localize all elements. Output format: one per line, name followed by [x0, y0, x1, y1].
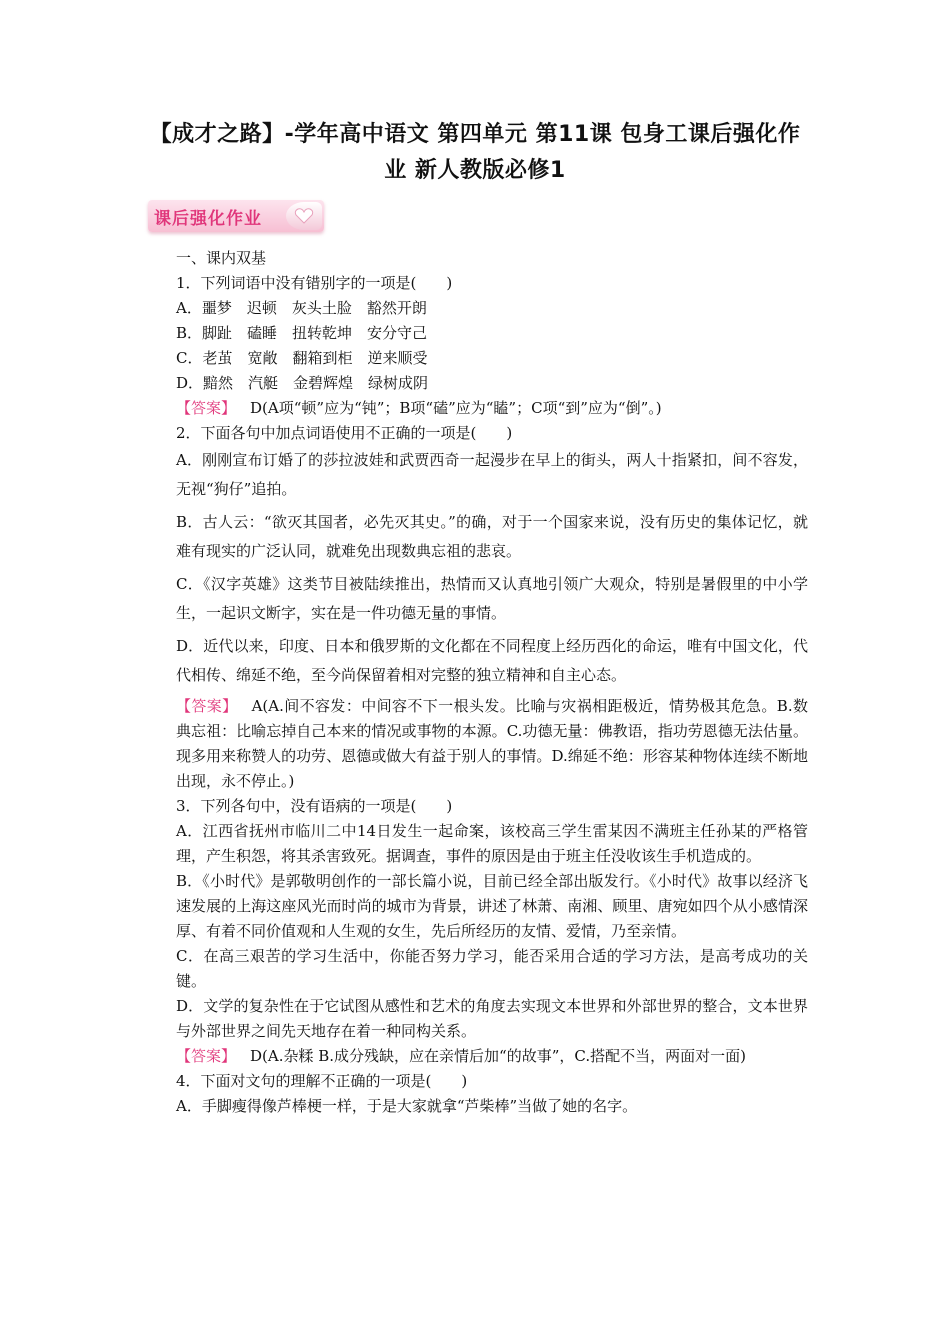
banner-label: 课后强化作业: [154, 209, 262, 229]
question-1-answer: [146, 396, 808, 421]
question-4-option-a: A．手脚瘦得像芦棒梗一样，于是大家就拿“芦柴棒”当做了她的名字。: [176, 1097, 638, 1115]
question-1-option-c: C．老茧 宽敞 翻箱到柜 逆来顺受: [176, 349, 428, 367]
question-2-stem: 2．下面各句中加点词语使用不正确的一项是( ): [176, 424, 513, 442]
question-3-stem: 3．下列各句中，没有语病的一项是( ): [176, 797, 453, 815]
section-banner: [148, 200, 324, 232]
answer-label: 【答案】: [176, 697, 238, 715]
question-3-option-a: A．江西省抚州市临川二中14日发生一起命案，该校高三学生雷某因不满班主任孙某的严格管理，产生积怨，将其杀害致死。据调查，事件的原因是由于班主任没收该生手机造成的。: [176, 822, 808, 865]
question-2-option-d: D．近代以来，印度、日本和俄罗斯的文化都在不同程度上经历西化的命运，唯有中国文化，代代相传、绵延不绝，至今尚保留着相对完整的独立精神和自主心态。: [176, 637, 808, 684]
question-1-option-d: D．黯然 汽艇 金碧辉煌 绿树成阴: [176, 374, 429, 392]
document-title: 【成才之路】-学年高中语文 第四单元 第11课 包身工课后强化作业 新人教版必修1: [149, 122, 801, 183]
question-2-option-c: C．《汉字英雄》这类节目被陆续推出，热情而又认真地引领广大观众，特别是暑假里的中小学生，一起识文断字，实在是一件功德无量的事情。: [176, 575, 808, 622]
answer-label: 【答案】: [176, 399, 237, 417]
question-2-answer: [146, 694, 808, 794]
heart-icon: [286, 202, 322, 230]
question-1-stem: 1．下列词语中没有错别字的一项是( ): [176, 274, 453, 292]
question-3-option-d: D．文学的复杂性在于它试图从感性和艺术的角度去实现文本世界和外部世界的整合，文本世界与外部世界之间先天地存在着一种同构关系。: [176, 997, 808, 1040]
answer-text: D(A.杂糅 B.成分残缺，应在亲情后加“的故事”，C.搭配不当，两面对一面): [250, 1047, 746, 1065]
section-heading: 一、课内双基: [176, 249, 267, 267]
question-1-option-a: A．噩梦 迟顿 灰头土脸 豁然开朗: [176, 299, 427, 317]
document-body: [146, 246, 808, 1119]
question-4-stem: 4．下面对文句的理解不正确的一项是( ): [176, 1072, 468, 1090]
question-2-option-a: A．刚刚宣布订婚了的莎拉波娃和武贾西奇一起漫步在早上的街头，两人十指紧扣，间不容发，无视“狗仔”追拍。: [176, 451, 808, 498]
question-2-option-b: B．古人云：“欲灭其国者，必先灭其史。”的确，对于一个国家来说，没有历史的集体记忆，就难有现实的广泛认同，就难免出现数典忘祖的悲哀。: [176, 513, 808, 560]
answer-label: 【答案】: [176, 1047, 237, 1065]
answer-text: A(A.间不容发：中间容不下一根头发。比喻与灾祸相距极近，情势极其危急。B.数典忘祖：比喻忘掉自己本来的情况或事物的本源。C.功德无量：佛教语，指功劳恩德无法估量。现多用来称赞人的功劳、恩德或做大有益于别人的事情。D.绵延不绝：形容某种物体连续不断地出现，永不停止。): [176, 697, 808, 790]
question-3-option-b: B．《小时代》是郭敬明创作的一部长篇小说，目前已经全部出版发行。《小时代》故事以经济飞速发展的上海这座风光而时尚的城市为背景，讲述了林萧、南湘、顾里、唐宛如四个从小感情深厚、有着不同价值观和人生观的女生，先后所经历的友情、爱情，乃至亲情。: [176, 872, 808, 940]
question-1-option-b: B．脚趾 磕睡 扭转乾坤 安分守己: [176, 324, 428, 342]
question-3-option-c: C．在高三艰苦的学习生活中，你能否努力学习，能否采用合适的学习方法，是高考成功的关键。: [176, 947, 808, 990]
question-3-answer: [146, 1044, 808, 1069]
answer-text: D(A项“顿”应为“钝”；B项“磕”应为“瞌”；C项“到”应为“倒”。): [250, 399, 662, 417]
